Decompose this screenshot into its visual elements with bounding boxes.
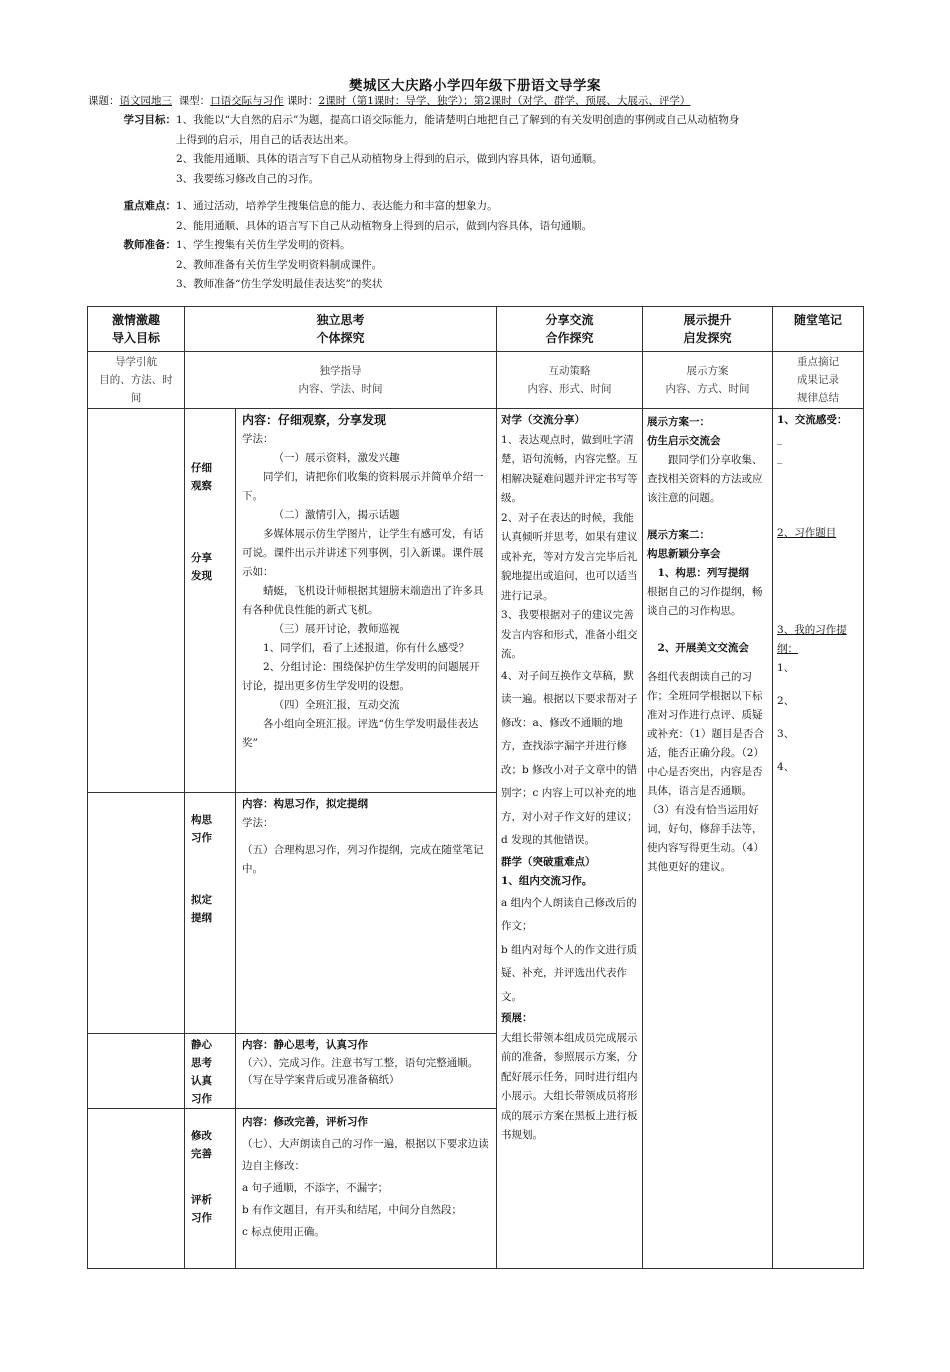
content-cell: 内容：修改完善，评析习作 （七）、大声朗读自己的习作一遍，根据以下要求边读边自主修改： a 句子通顺，不添字，不漏字； b 有作文题目，有开头和结尾，中间分自然段； c 标点使用正确。 (236, 1109, 497, 1269)
lesson-table (87, 306, 864, 1269)
guide-cell (88, 793, 185, 1034)
content-cell: 内容：静心思考，认真习作 （六）、完成习作。注意书写工整，语句完整通顺。（写在导学案背后或另准备稿纸） (236, 1034, 497, 1109)
header-cell: 分享交流 合作探究 (497, 307, 643, 352)
header-cell: 展示提升 启发探究 (643, 307, 773, 352)
header-cell: 激情激趣 导入目标 (88, 307, 185, 352)
section-heading: 内容：构思习作，拟定提纲 (242, 798, 368, 810)
guide-cell (88, 1034, 185, 1109)
difficulty-item: 1、通过活动，培养学生搜集信息的能力、表达能力和丰富的想象力。 (176, 200, 498, 212)
subheader-cell: 导学引航 目的、方法、时 间 (88, 352, 185, 409)
goals-label: 学习目标： (123, 114, 176, 126)
section-heading: 内容：仔细观察，分享发现 (242, 413, 387, 427)
subheader-cell: 重点摘记 成果记录 规律总结 (773, 352, 864, 409)
content-cell: 内容：仔细观察，分享发现 学法： （一）展示资料，激发兴趣 同学们，请把你们收集的资料展示并简单介绍一下。 （二）激情引入，揭示话题 多媒体展示仿生学图片，让学生有感可发，有话可说。课件出示并讲述下列事例，引入新课。课件展示如： 蜻蜓，飞机设计师根据其翅膀末端造出了许多具有各种优良性能的新式飞机。 （三）展开讨论，教师巡视 1、同学们，看了上述报道，你有什么感受？ 2、分组讨论：围绕保护仿生学发明的问题展开讨论，提出更多仿生学发明的设想。 （四）全班汇报，互动交流 各小组向全班汇报。评选“仿生学发明最佳表达奖” (236, 409, 497, 793)
share-cell: 对学（交流分享） 1、表达观点时，做到吐字清楚，语句流畅，内容完整。互相解决疑难问题并评定书写等级。 2、对子在表达的时候，我能认真倾听并思考，如果有建议或补充，等对方发言完毕后礼貌地提出或追问，也可以适当进行记录。 3、我要根据对子的建议完善发言内容和形式，准备小组交流。 4、对子间互换作文草稿，默读一遍。根据以下要求帮对子修改：a、修改不通顺的地方，查找添字漏字并进行修改；b 修改小对子文章中的错别字；c 内容上可以补充的地方，对小对子作文好的建议；d 发现的其他错误。 群学（突破重难点） 1、组内交流习作。 a 组内个人朗读自己修改后的作文； b 组内对每个人的作文进行质疑、补充，并评选出代表作文。 预展： 大组长带领本组成员完成展示前的准备，参照展示方案，分配好展示任务，同时进行组内小展示。大组长带领成员将形成的展示方案在黑板上进行板书规划。 (497, 409, 643, 1269)
guide-cell (88, 409, 185, 793)
goal-item: 1、我能以“大自然的启示”为题，提高口语交际能力，能请楚明白地把自己了解到的有关发明创造的事例或自己从动植物身 (176, 114, 740, 126)
type-value: 口语交际与习作 (210, 95, 284, 107)
page-title: 樊城区大庆路小学四年级下册语文导学案 (349, 78, 601, 94)
subheader-cell: 独学指导 内容、学法、时间 (185, 352, 497, 409)
difficulties-label: 重点难点： (123, 200, 176, 212)
subheader-cell: 互动策略 内容、形式、时间 (497, 352, 643, 409)
subheader-row (88, 352, 864, 409)
header-cell: 随堂笔记 (773, 307, 864, 352)
prep-item: 2、教师准备有关仿生学发明资料制成课件。 (176, 258, 383, 271)
notes-cell: 1、交流感受： _ _ 2、习作题目 3、我的习作提纲： 1、 2、 3、 4、 (773, 409, 864, 1269)
subheader-cell: 展示方案 内容、方式、时间 (643, 352, 773, 409)
section-heading: 内容：修改完善，评析习作 (242, 1116, 368, 1128)
difficulty-item: 2、能用通顺、具体的语言写下自己从动植物身上得到的启示，做到内容具体，语句通顺。 (176, 219, 593, 232)
show-cell: 展示方案一： 仿生启示交流会 跟同学们分享收集、查找相关资料的方法或应该注意的问题。 展示方案二： 构思新颖分享会 1、构思：列写提纲 根据自己的习作提纲，畅谈自己的习作构思。 2、开展美文交流会 各组代表朗读自己的习作；全班同学根据以下标准对习作进行点评、质疑或补充：（1）题目是否合适，能否正确分段。（2）中心是否突出，内容是否具体，语言是否通顺。（3）有没有恰当运用好词，好句，修辞手法等，使内容写得更生动。（4）其他更好的建议。 (643, 409, 773, 1269)
prep-item: 3、教师准备“仿生学发明最佳表达奖”的奖状 (176, 278, 383, 290)
prep-label: 教师准备： (123, 239, 176, 251)
periods-label: 课时： (287, 95, 319, 107)
step-cell: 修改 完善 评析 习作 (185, 1109, 236, 1269)
header-row (88, 307, 864, 352)
type-label: 课型： (178, 95, 211, 107)
goal-item: 3、我要练习修改自己的习作。 (176, 172, 320, 185)
guide-cell (88, 1109, 185, 1269)
lesson-meta (88, 93, 868, 108)
goal-item: 上得到的启示，用自己的话表达出来。 (176, 133, 355, 146)
periods-value: 2课时（第1课时：导学、独学）；第2课时（对学、群学、预展、大展示、评学） (318, 95, 691, 107)
prep-item: 1、学生搜集有关仿生学发明的资料。 (176, 239, 351, 251)
section-heading: 内容：静心思考，认真习作 (242, 1039, 368, 1051)
lesson-label: 课题： (88, 95, 120, 107)
goals-block (88, 111, 878, 295)
section-row (88, 409, 864, 793)
step-cell: 静心 思考 认真 习作 (185, 1034, 236, 1109)
header-cell: 独立思考 个体探究 (185, 307, 497, 352)
content-cell: 内容：构思习作，拟定提纲 学法： （五）合理构思习作，列习作提纲，完成在随堂笔记中。 (236, 793, 497, 1034)
goal-item: 2、我能用通顺、具体的语言写下自己从动植物身上得到的启示，做到内容具体，语句通顺。 (176, 153, 603, 165)
lesson-value: 语文园地三 (119, 95, 172, 107)
step-cell: 构思 习作 拟定 提纲 (185, 793, 236, 1034)
step-cell: 仔细 观察 分享 发现 (185, 409, 236, 793)
